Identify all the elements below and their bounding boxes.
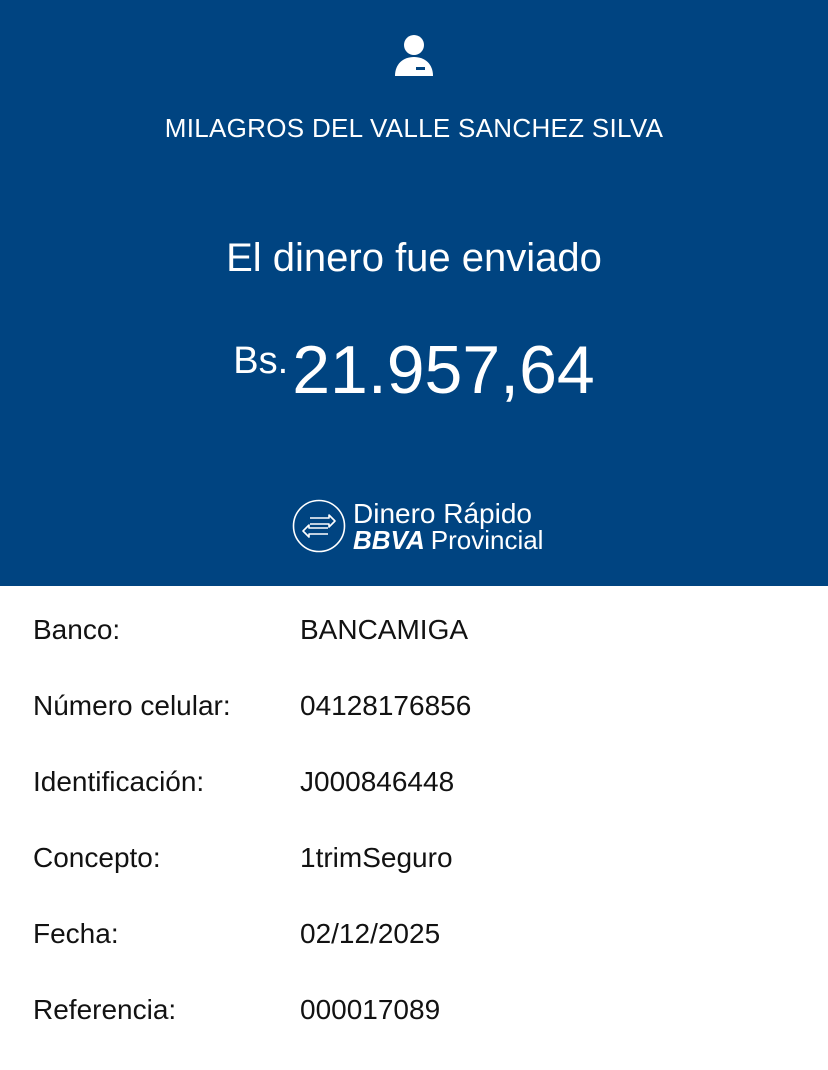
transfer-arrows-icon: [292, 499, 346, 553]
brand-name: Dinero Rápido: [353, 498, 532, 529]
detail-row-concept: [0, 814, 828, 890]
status-title: El dinero fue enviado: [226, 236, 602, 280]
detail-value: 1trimSeguro: [300, 842, 453, 873]
detail-row-reference: [0, 966, 828, 1042]
detail-value: 000017089: [300, 994, 441, 1025]
detail-value: J000846448: [300, 766, 455, 797]
user-icon: [394, 34, 434, 78]
brand-logo: [292, 498, 542, 558]
detail-label: Banco:: [33, 614, 121, 645]
recipient-name: MILAGROS DEL VALLE SANCHEZ SILVA: [164, 113, 664, 143]
detail-label: Número celular:: [33, 690, 231, 721]
detail-label: Identificación:: [33, 766, 205, 797]
currency-symbol: Bs.: [233, 340, 289, 382]
detail-value: BANCAMIGA: [300, 614, 469, 645]
detail-value: 04128176856: [300, 690, 472, 721]
amount-value: 21.957,64: [292, 332, 595, 408]
detail-row-id: [0, 738, 828, 814]
brand-provincial: Provincial: [430, 525, 544, 555]
detail-row-phone: [0, 662, 828, 738]
detail-row-date: [0, 890, 828, 966]
transfer-details: [0, 586, 828, 1042]
brand-bbva: BBVA: [353, 525, 425, 555]
detail-label: Referencia:: [33, 994, 177, 1025]
brand-subtitle: [353, 526, 543, 554]
detail-label: Concepto:: [33, 842, 161, 873]
detail-row-bank: [0, 586, 828, 662]
detail-value: 02/12/2025: [300, 918, 441, 949]
amount-display: [0, 332, 828, 408]
detail-label: Fecha:: [33, 918, 119, 949]
